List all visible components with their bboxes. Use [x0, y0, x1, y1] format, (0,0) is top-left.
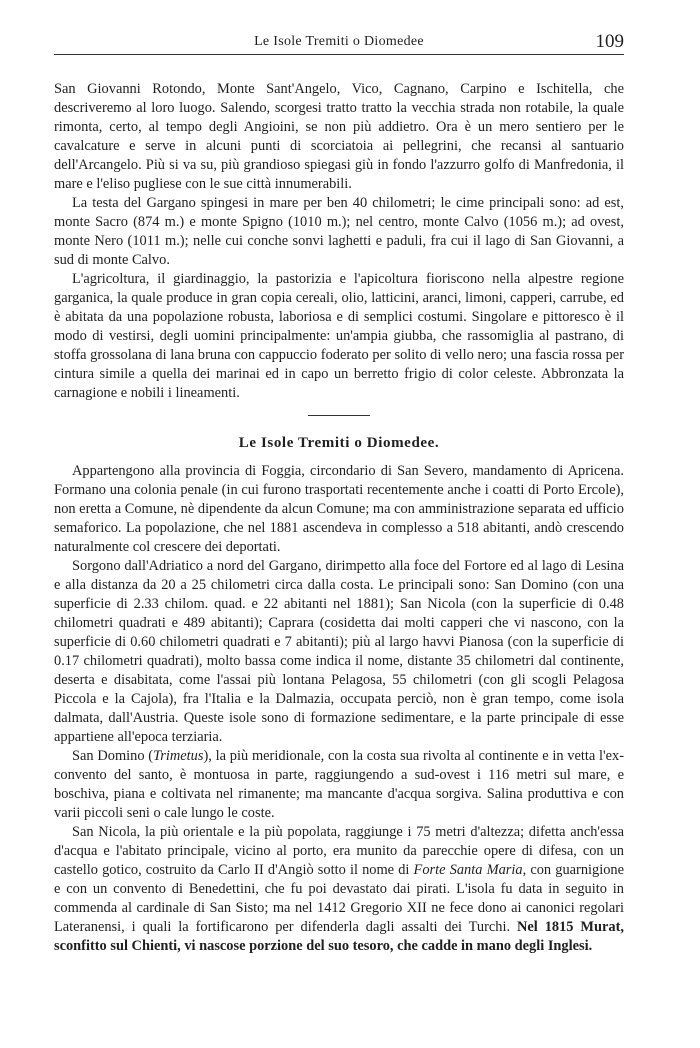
page-number: 109	[595, 31, 624, 52]
closing-sentence: Nel 1815 Murat, sconfitto sul Chienti, vi nascose porzione del suo tesoro, che cadde in mano degli Inglesi.	[54, 919, 624, 954]
text-run: San Domino (	[72, 748, 154, 764]
italic-name-trimetus: Trimetus	[153, 748, 204, 764]
section-divider	[308, 415, 370, 416]
section-title: Le Isole Tremiti o Diomedee.	[238, 435, 440, 451]
italic-name-forte-santa-maria: Forte Santa Maria	[413, 862, 523, 878]
page-body	[54, 80, 624, 956]
text-run: , con guarnigione e con un convento di Benedettini, che fu poi devastato dai pirati. L'isola fu data in seguito in commenda al cardinale di San Sisto; ma nel 1412 Gregorio XII ne fece dono ai canonici regolari Lateranensi, i quali la fortificarono per difenderla dagli assalti dei Turchi.	[54, 862, 624, 935]
paragraph-administration: Appartengono alla provincia di Foggia, circondario di San Severo, mandamento di Apricena. Formano una colonia penale (in cui furono trasportati recentemente anche i coatti di Porto Ercole), non eretta a Comune, nè dipendente da alcun Comune; ma con amministrazione separata ed ufficio semaforico. La popolazione, che nel 1881 ascendeva in complesso a 518 abitanti, andò crescendo naturalmente col crescere dei deportati.	[54, 463, 624, 555]
text-run: ), la più meridionale, con la costa sua rivolta al continente e in vetta l'ex-convento del santo, è montuosa in parte, raggiungendo a sud-ovest i 116 metri sul mare, e boschiva, piana e coltivata nel rimanente; ma mancante d'acqua sorgiva. Salina produttiva e con varii piccoli seni o cale lungo le coste.	[54, 748, 625, 821]
paragraph-islands: Sorgono dall'Adriatico a nord del Gargano, dirimpetto alla foce del Fortore ed al lago di Lesina e alla distanza da 20 a 25 chilometri circa dalla costa. Le principali sono: San Domino (con una superficie di 2.33 chilom. quad. e 22 abitanti nel 1881); San Nicola (con la superficie di 0.48 chilometri quadrati e 489 abitanti); Caprara (cosidetta dai molti capperi che vi nascono, con la superficie di 0.60 chilometri quadrati e 7 abitanti); più al largo havvi Pianosa (con la superficie di 0.17 chilometri quadrati), molto bassa come indica il nome, distante 35 chilometri dal continente, deserta e disabitata, come l'assai più lontana Pelagosa, 55 chilometri (con gli scogli Pelagosa Piccola e la Cajola), fra l'Italia e la Dalmazia, occupata perciò, non è gran tempo, come isola dalmata, dall'Austria. Queste isole sono di formazione sedimentare, e la parte principale di esse appartiene all'epoca terziaria.	[54, 558, 624, 745]
running-title: Le Isole Tremiti o Diomedee	[254, 34, 424, 49]
paragraph-san-nicola	[54, 823, 624, 956]
paragraph-agriculture: L'agricoltura, il giardinaggio, la pastorizia e l'apicoltura fioriscono nella alpestre regione garganica, la quale produce in gran copia cereali, olio, latticini, aranci, limoni, capperi, carrube, ed è abitata da una popolazione robusta, laboriosa e di semplici costumi. Singolare e pittoresco è il modo di vestirsi, degli uomini principalmente: un'ampia giubba, che rassomiglia al pastrano, di stoffa grossolana di lana bruna con cappuccio foderato per solito di vello nero; una fascia rossa per cintura simile a quella dei marinai ed in capo un berretto frigio di color celeste. Abbronzata la carnagione e nobili i lineamenti.	[54, 271, 624, 401]
paragraph-continued: San Giovanni Rotondo, Monte Sant'Angelo, Vico, Cagnano, Carpino e Ischitella, che descriveremo al loro luogo. Salendo, scorgesi tratto tratto la vecchia strada non rotabile, la quale rimonta, certo, al tempo degli Angioini, se non più addietro. Ora è un mero sentiero per le cavalcature e serve in alcuni punti di scorciatoia ai pellegrini, che recansi al santuario dell'Arcangelo. Più si va su, più grandioso spiegasi giù in fondo l'azzurro golfo di Manfredonia, il mare e l'eliso pugliese con le sue città innumerabili.	[54, 81, 624, 192]
text-run: San Nicola, la più orientale e la più popolata, raggiunge i 75 metri d'altezza; difetta anch'essa d'acqua e l'abitato principale, vicino al porto, era munito da parecchie opere di difesa, con un castello gotico, costruito da Carlo II d'Angiò sotto il nome di	[54, 824, 624, 878]
running-header	[54, 31, 624, 55]
paragraph-gargano-peaks: La testa del Gargano spingesi in mare per ben 40 chilometri; le cime principali sono: ad est, monte Sacro (874 m.) e monte Spigno (1010 m.); nel centro, monte Calvo (1056 m.); ad ovest, monte Nero (1011 m.); nelle cui conche sonvi laghetti e paduli, fra cui il lago di San Giovanni, a sud di monte Calvo.	[54, 195, 624, 268]
paragraph-san-domino	[54, 747, 624, 823]
